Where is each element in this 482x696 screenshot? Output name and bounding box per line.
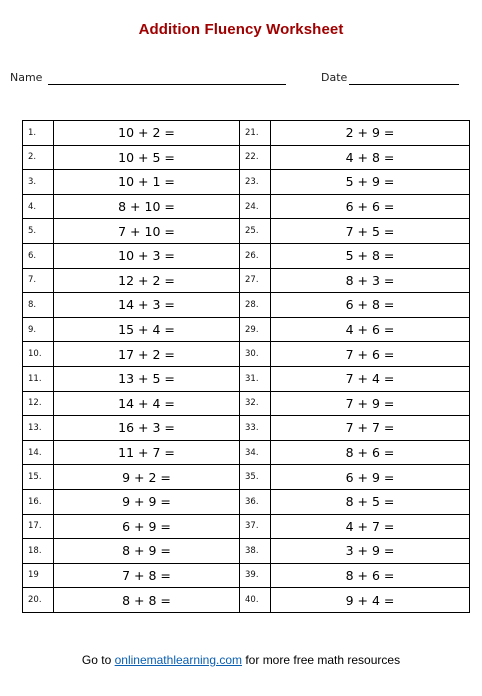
problem-text: 11 + 7 = [54, 440, 240, 465]
problem-text: 8 + 8 = [54, 588, 240, 613]
problem-number: 30. [240, 342, 271, 367]
table-row [23, 293, 470, 318]
problem-number: 36. [240, 489, 271, 514]
problem-number: 6. [23, 243, 54, 268]
problems-table [22, 120, 470, 613]
name-label: Name [10, 71, 43, 84]
table-row [23, 121, 470, 146]
problem-text: 7 + 6 = [271, 342, 470, 367]
problem-number: 4. [23, 194, 54, 219]
problem-text: 5 + 9 = [271, 170, 470, 195]
problem-text: 4 + 8 = [271, 145, 470, 170]
worksheet-title: Addition Fluency Worksheet [138, 21, 344, 38]
problem-number: 5. [23, 219, 54, 244]
problem-number: 19 [23, 563, 54, 588]
problem-number: 3. [23, 170, 54, 195]
problem-number: 18. [23, 539, 54, 564]
problem-number: 29. [240, 317, 271, 342]
table-row [23, 440, 470, 465]
problem-text: 8 + 6 = [271, 563, 470, 588]
problem-text: 5 + 8 = [271, 243, 470, 268]
problem-number: 11. [23, 366, 54, 391]
problem-number: 27. [240, 268, 271, 293]
problem-number: 23. [240, 170, 271, 195]
table-row [23, 268, 470, 293]
footer-prefix: Go to [81, 653, 115, 667]
problem-number: 13. [23, 416, 54, 441]
problem-number: 39. [240, 563, 271, 588]
problem-number: 20. [23, 588, 54, 613]
problem-text: 7 + 10 = [54, 219, 240, 244]
problem-text: 3 + 9 = [271, 539, 470, 564]
problem-text: 8 + 3 = [271, 268, 470, 293]
name-line [48, 84, 286, 85]
problem-text: 16 + 3 = [54, 416, 240, 441]
problem-text: 9 + 2 = [54, 465, 240, 490]
table-row [23, 588, 470, 613]
date-line [349, 84, 459, 85]
problem-text: 9 + 9 = [54, 489, 240, 514]
table-row [23, 465, 470, 490]
table-row [23, 194, 470, 219]
date-label: Date [321, 71, 348, 84]
problem-number: 38. [240, 539, 271, 564]
footer-suffix: for more free math resources [242, 653, 401, 667]
table-row [23, 539, 470, 564]
problem-number: 15. [23, 465, 54, 490]
problem-text: 6 + 6 = [271, 194, 470, 219]
problem-text: 6 + 9 = [271, 465, 470, 490]
problem-number: 21. [240, 121, 271, 146]
problem-text: 7 + 4 = [271, 366, 470, 391]
problem-text: 7 + 8 = [54, 563, 240, 588]
problem-text: 10 + 5 = [54, 145, 240, 170]
problem-text: 8 + 5 = [271, 489, 470, 514]
problem-text: 14 + 3 = [54, 293, 240, 318]
problem-number: 32. [240, 391, 271, 416]
problem-text: 8 + 6 = [271, 440, 470, 465]
table-row [23, 170, 470, 195]
problem-number: 31. [240, 366, 271, 391]
problem-number: 9. [23, 317, 54, 342]
problem-text: 7 + 7 = [271, 416, 470, 441]
problem-text: 10 + 2 = [54, 121, 240, 146]
problem-text: 14 + 4 = [54, 391, 240, 416]
problem-number: 2. [23, 145, 54, 170]
problem-text: 6 + 9 = [54, 514, 240, 539]
problem-number: 10. [23, 342, 54, 367]
problem-text: 10 + 1 = [54, 170, 240, 195]
table-row [23, 563, 470, 588]
table-row [23, 391, 470, 416]
table-row [23, 243, 470, 268]
problem-number: 33. [240, 416, 271, 441]
problem-number: 25. [240, 219, 271, 244]
problem-number: 35. [240, 465, 271, 490]
problem-text: 4 + 7 = [271, 514, 470, 539]
problem-text: 13 + 5 = [54, 366, 240, 391]
problem-text: 12 + 2 = [54, 268, 240, 293]
problem-number: 7. [23, 268, 54, 293]
footer-link[interactable]: onlinemathlearning.com [114, 653, 243, 667]
problem-text: 15 + 4 = [54, 317, 240, 342]
problem-number: 8. [23, 293, 54, 318]
problem-number: 12. [23, 391, 54, 416]
table-row [23, 145, 470, 170]
problem-number: 1. [23, 121, 54, 146]
problem-text: 8 + 10 = [54, 194, 240, 219]
problem-number: 28. [240, 293, 271, 318]
problem-text: 10 + 3 = [54, 243, 240, 268]
table-row [23, 219, 470, 244]
problem-text: 9 + 4 = [271, 588, 470, 613]
problem-number: 26. [240, 243, 271, 268]
problem-text: 7 + 9 = [271, 391, 470, 416]
problem-text: 2 + 9 = [271, 121, 470, 146]
problem-text: 17 + 2 = [54, 342, 240, 367]
problem-number: 16. [23, 489, 54, 514]
problem-number: 14. [23, 440, 54, 465]
problem-rows [23, 121, 470, 613]
problem-number: 37. [240, 514, 271, 539]
table-row [23, 317, 470, 342]
table-row [23, 416, 470, 441]
table-row [23, 489, 470, 514]
problem-text: 4 + 6 = [271, 317, 470, 342]
problem-number: 40. [240, 588, 271, 613]
table-row [23, 366, 470, 391]
problem-text: 8 + 9 = [54, 539, 240, 564]
problem-number: 22. [240, 145, 271, 170]
problem-text: 6 + 8 = [271, 293, 470, 318]
problem-number: 34. [240, 440, 271, 465]
table-row [23, 342, 470, 367]
footer [0, 653, 482, 667]
problem-text: 7 + 5 = [271, 219, 470, 244]
table-row [23, 514, 470, 539]
problem-number: 17. [23, 514, 54, 539]
problem-number: 24. [240, 194, 271, 219]
